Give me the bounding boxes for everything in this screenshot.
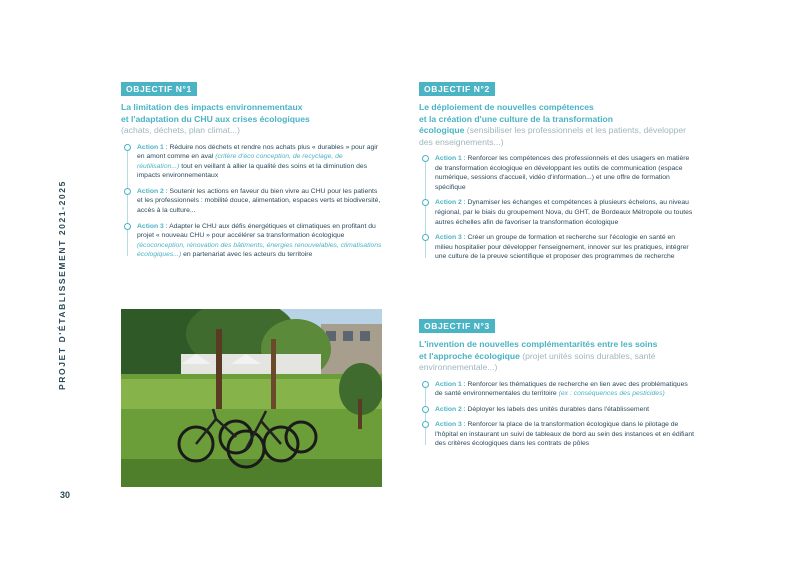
objective-1-action-3 [137, 222, 383, 260]
action-label: Action 3 [137, 222, 164, 230]
bullet-circle-icon [422, 381, 429, 388]
bullet-circle-icon [422, 155, 429, 162]
action-text-2: tout en veillant à allier la qualité des soins et la diminution des impacts environnementaux [137, 162, 368, 180]
action-text: : Adapter le CHU aux défis énergétiques et climatiques en profitant du projet « nouveau CHU » pour accélérer sa transformation écologique [137, 222, 376, 240]
action-label: Action 1 [435, 155, 462, 162]
objective-2-action-3 [435, 233, 694, 262]
objective-2-title [419, 102, 694, 148]
objective-1-title-line1: La limitation des impacts environnementaux [121, 102, 303, 112]
objective-2-title-line3: écologique [419, 125, 465, 135]
action-italic: (ex : conséquences des pesticides) [558, 390, 665, 398]
objective-1-badge: OBJECTIF N°1 [121, 82, 197, 96]
action-text: : Soutenir les actions en faveur du bien vivre au CHU pour les patients et les professionnels : mobilité douce, alimentation, espaces verts et biodiversité, accès à la culture... [137, 187, 381, 215]
objective-2-action-2 [435, 198, 694, 227]
action-label: Action 1 [435, 380, 462, 388]
action-label: Action 3 [435, 421, 462, 429]
objective-3-title-line1: L'invention de nouvelles complémentarités entre les soins [419, 339, 658, 349]
bicycles-garden-photo [121, 309, 382, 487]
action-italic: (écoconception, rénovation des bâtiments, énergies renouvelables, climatisations écologiques...) [137, 241, 382, 259]
objective-2-actions [419, 154, 694, 262]
objective-1-title [121, 102, 383, 137]
action-text: : Renforcer la place de la transformation écologique dans le pilotage de l'hôpital en instaurant un suivi de tableaux de bord au sein des instances et en édifiant des critères écologiques dans les contrats de pôles [435, 421, 694, 448]
objective-2-subtitle: (sensibiliser les professionnels et les patients, développer des enseignements...) [419, 125, 687, 147]
objective-3-badge: OBJECTIF N°3 [419, 319, 495, 333]
objective-2-title-line1: Le déploiement de nouvelles compétences [419, 102, 594, 112]
bullet-circle-icon [422, 199, 429, 206]
objective-2-badge: OBJECTIF N°2 [419, 82, 495, 96]
objective-1-subtitle: (achats, déchets, plan climat...) [121, 125, 240, 135]
bullet-circle-icon [124, 144, 131, 151]
objective-3-actions [419, 380, 694, 450]
action-italic: (critère d'éco conception, de recyclage, de réutilisation...) [137, 153, 343, 170]
action-text: : Réduire nos déchets et rendre nos achats plus « durables » pour agir en amont comme en aval [137, 143, 379, 161]
action-label: Action 2 [435, 199, 462, 207]
bullet-circle-icon [422, 406, 429, 413]
action-text: : Déployer les labels des unités durables dans l'établissement [461, 405, 650, 413]
side-title: PROJET D'ÉTABLISSEMENT 2021-2025 [57, 180, 67, 390]
action-text: : Renforcer les thématiques de recherche en lien avec des problématiques de santé environnementales du territoire [435, 380, 688, 398]
action-text: : Dynamiser les échanges et compétences à plusieurs échelons, au niveau régional, par le biais du groupement Nova, du GHT, de Bordeaux Métropole ou toutes autres échelles afin de favoriser la transformation écologique [435, 199, 693, 226]
action-label: Action 3 [435, 234, 462, 242]
page-number: 30 [60, 490, 71, 500]
objective-1 [121, 79, 383, 266]
objective-1-action-1 [137, 143, 383, 181]
objective-2-title-line2: et la création d'une culture de la transformation [419, 113, 614, 124]
action-label: Action 2 [435, 405, 462, 413]
objective-1-actions [121, 143, 383, 261]
objective-2 [419, 79, 694, 268]
bullet-circle-icon [124, 188, 131, 195]
action-label: Action 1 [137, 143, 164, 151]
objective-3-action-3 [435, 420, 694, 449]
objective-3-subtitle: (projet unités soins durables, santé environnementale...) [419, 350, 656, 372]
objective-3-action-2 [435, 405, 694, 415]
objective-3-title-line2: et l'approche écologique [419, 350, 520, 361]
objective-3 [419, 316, 694, 455]
objective-1-action-2 [137, 187, 383, 216]
action-label: Action 2 [137, 187, 164, 195]
bullet-circle-icon [124, 223, 131, 230]
action-text: : Créer un groupe de formation et recherche sur l'écologie en santé en milieu hospitalier pour développer l'enseignement, innover sur les pratiques, intégrer une culture de la preuve scientifique et proposer des programmes de recherche [435, 234, 689, 261]
action-text: : Renforcer les compétences des professionnels et des usagers en matière de transformation écologique en développant les outils de communication (espace numérique, sessions d'accueil, vidéo d'information...) et une offre de formation spécifique [435, 155, 690, 191]
objective-1-title-line2: et l'adaptation du CHU aux crises écologiques [121, 113, 310, 124]
action-text-2: en partenariat avec les acteurs du territoire [181, 251, 313, 259]
bullet-circle-icon [422, 421, 429, 428]
objective-2-action-1 [435, 154, 694, 192]
bullet-circle-icon [422, 234, 429, 241]
photo-illustration [121, 309, 382, 487]
objective-3-title [419, 339, 694, 374]
objective-3-action-1 [435, 380, 694, 399]
